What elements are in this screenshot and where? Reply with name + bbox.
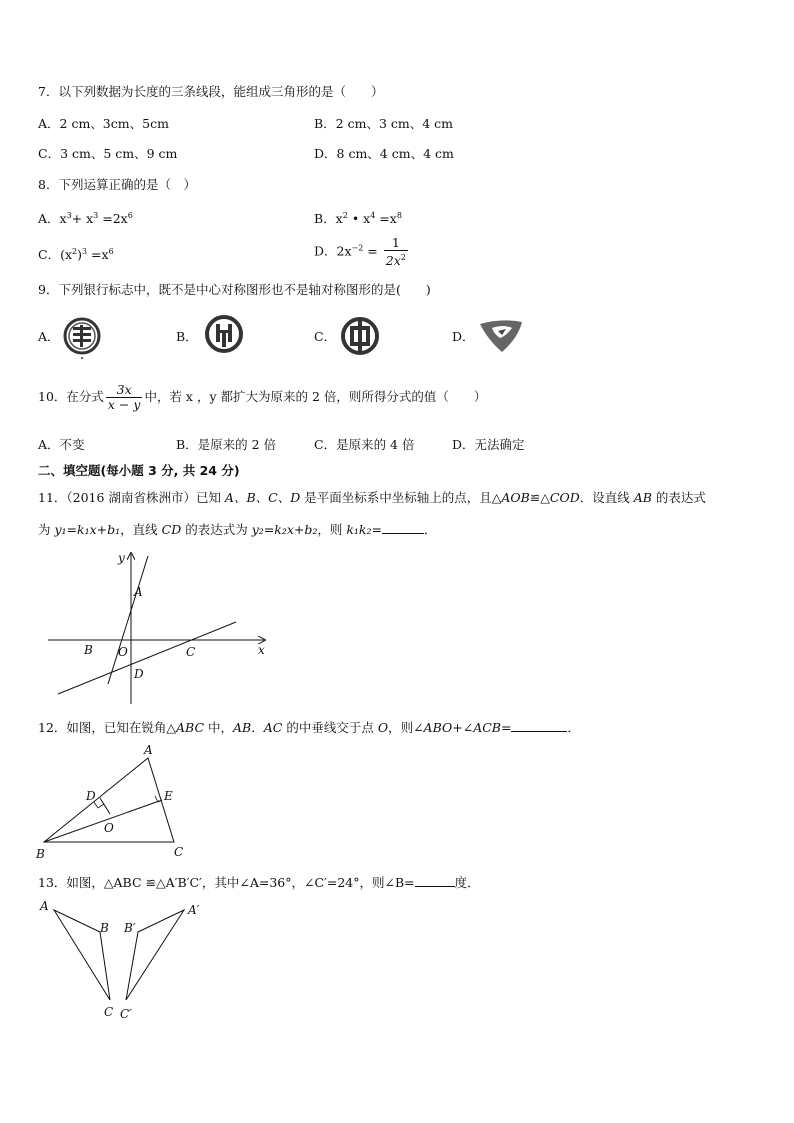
q9-option-b: B． bbox=[176, 329, 198, 344]
q10-fraction: $\frac{3x}{x - y}$ bbox=[107, 382, 141, 412]
label-c: C bbox=[104, 1005, 114, 1019]
bank-logo-d-icon bbox=[476, 316, 526, 356]
section-heading: 二、填空题(每小题 3 分, 共 24 分) bbox=[38, 463, 240, 478]
label-a: A bbox=[144, 743, 153, 757]
q13-congruent-triangles-figure bbox=[34, 896, 214, 1026]
q8-option-a: A．$x^3+ x^3 =2x^6$ bbox=[38, 211, 133, 227]
q12-stem: 12．如图，已知在锐角△ABC 中，AB．AC 的中垂线交于点 O，则∠ABO+∠ACB= ． bbox=[38, 720, 580, 735]
label-d: D bbox=[134, 667, 144, 681]
q8-d-fraction: $\frac{1}{2x^2}$ bbox=[385, 235, 406, 269]
q11-line1: 11．（2016 湖南省株洲市）已知 A、B、C、D 是平面坐标系中坐标轴上的点，且△AOB≌△COD．设直线 AB 的表达式 bbox=[38, 490, 706, 505]
bank-logo-c-icon bbox=[340, 316, 380, 356]
label-y: y bbox=[118, 551, 125, 565]
q8-option-d: D．$2x^{-2}$ = $\frac{1}{2x^2}$ bbox=[314, 235, 406, 269]
label-e: E bbox=[164, 789, 173, 803]
q9-option-a: A． bbox=[38, 329, 60, 344]
q10-option-a: A．不变 bbox=[38, 437, 85, 452]
q7-option-a: A．2 cm、3cm、5cm bbox=[38, 116, 169, 131]
q9-option-c: C． bbox=[314, 329, 337, 344]
label-c: C bbox=[186, 645, 196, 659]
q11-line2: 为 y₁=k₁x+b₁，直线 CD 的表达式为 y₂=k₂x+b₂，则 k₁k₂= ． bbox=[38, 522, 437, 537]
q10-stem: 10．在分式 $\frac{3x}{x - y}$ 中，若 x ，y 都扩大为原来的 2 倍，则所得分式的值（ ） bbox=[38, 382, 487, 412]
q13-answer-blank[interactable] bbox=[415, 886, 455, 887]
bank-logo-b-icon bbox=[204, 314, 244, 354]
q8-stem: 8．下列运算正确的是（ ） bbox=[38, 177, 196, 192]
label-d: D bbox=[86, 789, 96, 803]
q9-option-d: D． bbox=[452, 329, 475, 344]
segment-be bbox=[44, 800, 162, 842]
label-x: x bbox=[258, 643, 265, 657]
q10-option-b: B．是原来的 2 倍 bbox=[176, 437, 277, 452]
label-b: B bbox=[100, 921, 109, 935]
label-a2: A′ bbox=[188, 903, 200, 917]
label-a: A bbox=[134, 585, 143, 599]
q10-option-c: C．是原来的 4 倍 bbox=[314, 437, 415, 452]
q8-option-c: C．$(x^2)^3 =x^6$ bbox=[38, 247, 114, 263]
q11-coordinate-figure bbox=[40, 548, 280, 708]
q10-option-d: D．无法确定 bbox=[452, 437, 525, 452]
line-ab bbox=[108, 556, 148, 684]
label-a: A bbox=[40, 899, 49, 913]
line-cd bbox=[58, 622, 236, 694]
q7-option-c: C．3 cm、5 cm、9 cm bbox=[38, 146, 178, 161]
q7-stem: 7．以下列数据为长度的三条线段，能组成三角形的是（ ） bbox=[38, 84, 384, 99]
label-c2: C′ bbox=[120, 1007, 132, 1021]
q12-triangle-figure bbox=[34, 742, 194, 864]
label-b: B bbox=[36, 847, 45, 861]
q13-stem: 13．如图，△ABC ≌△A′B′C′，其中∠A=36°，∠C′=24°，则∠B= 度． bbox=[38, 875, 480, 890]
label-c: C bbox=[174, 845, 184, 859]
label-o: O bbox=[104, 821, 114, 835]
label-b2: B′ bbox=[124, 921, 136, 935]
q8-option-b: B．$x^2$ • $x^4 =x^8$ bbox=[314, 211, 402, 227]
bank-logo-a-icon bbox=[62, 316, 102, 360]
q7-option-d: D．8 cm、4 cm、4 cm bbox=[314, 146, 454, 161]
q11-answer-blank[interactable] bbox=[382, 533, 424, 534]
label-o: O bbox=[118, 645, 128, 659]
label-b: B bbox=[84, 643, 93, 657]
q7-option-b: B．2 cm、3 cm、4 cm bbox=[314, 116, 454, 131]
q12-answer-blank[interactable] bbox=[511, 731, 567, 732]
q9-stem: 9．下列银行标志中，既不是中心对称图形也不是轴对称图形的是( ) bbox=[38, 282, 431, 297]
